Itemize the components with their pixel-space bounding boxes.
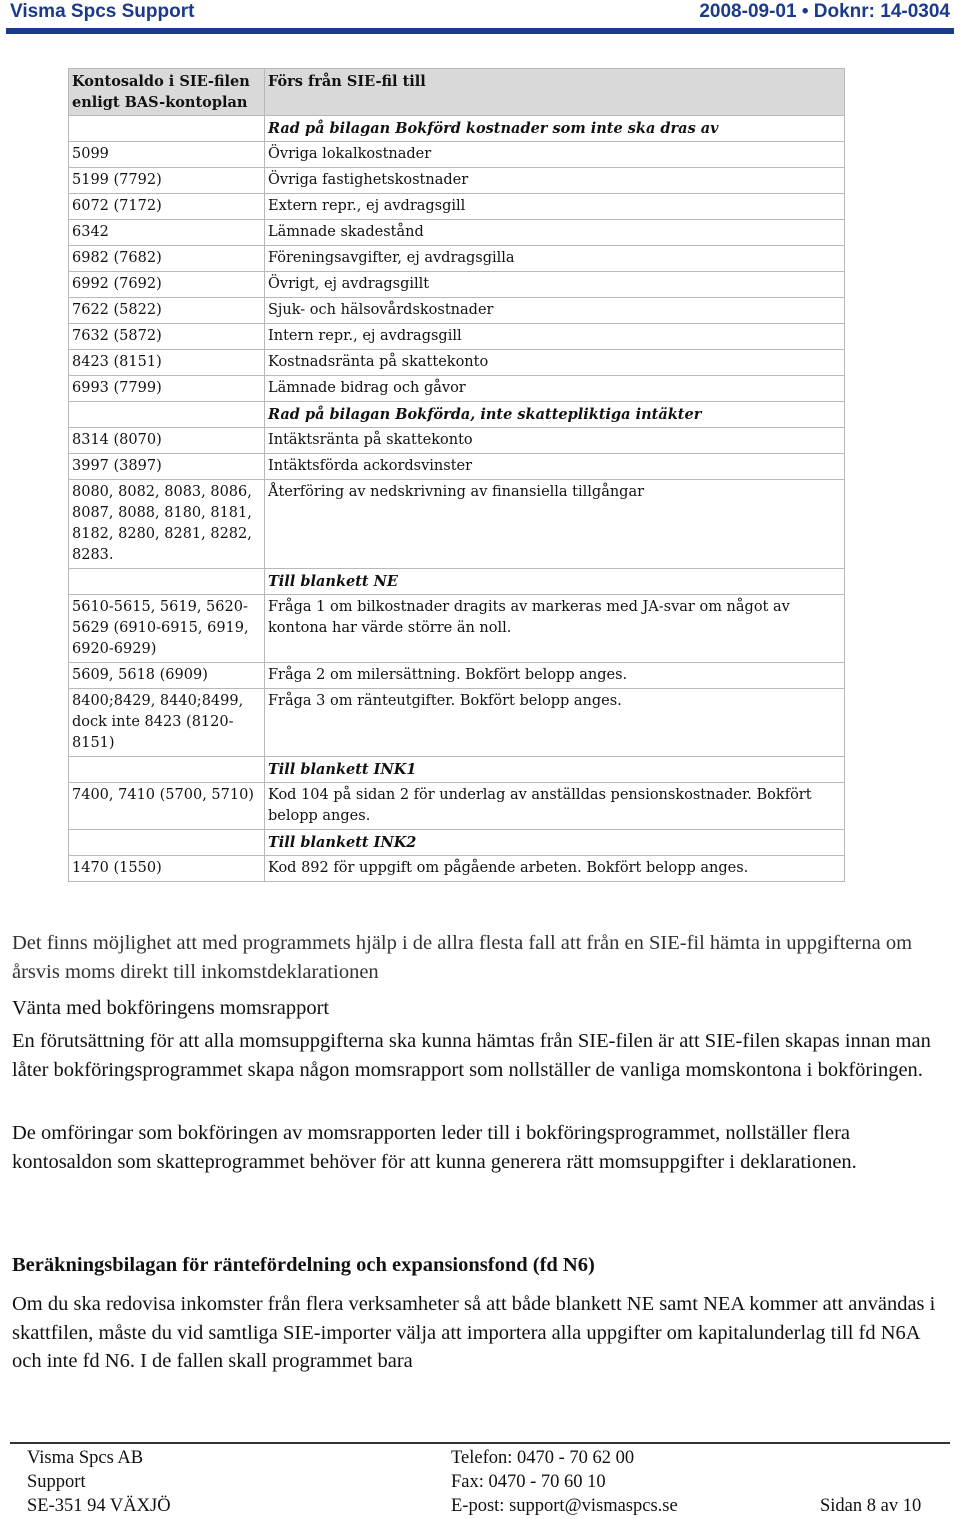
account-cell [69, 757, 265, 783]
account-cell: 6342 [69, 220, 265, 246]
section-heading-cell: Rad på bilagan Bokförda, inte skattepliktiga intäkter [265, 402, 845, 428]
table-section-row [69, 757, 845, 783]
paragraph-n6: Om du ska redovisa inkomster från flera verksamheter så att både blankett NE samt NEA kommer att användas i skattfilen, måste du vid samtliga SIE-importer välja att importera alla uppgifter om kapitalunderlag till fd N6A och inte fd N6. I de fallen skall programmet bara [12, 1293, 936, 1372]
footer-rule [10, 1442, 950, 1444]
header-title: Visma Spcs Support [10, 1, 195, 22]
section-heading-cell: Rad på bilagan Bokförd kostnader som inte ska dras av [265, 116, 845, 142]
account-cell: 5199 (7792) [69, 168, 265, 194]
footer-phone: Telefon: 0470 - 70 62 00 [451, 1448, 635, 1468]
account-cell [69, 402, 265, 428]
table-row [69, 856, 845, 882]
header-doc-info: 2008-09-01 • Doknr: 14-0304 [699, 1, 950, 22]
destination-cell: Extern repr., ej avdragsgill [265, 194, 845, 220]
account-cell: 5099 [69, 142, 265, 168]
heading-momsrapport: Vänta med bokföringens momsrapport [12, 997, 330, 1019]
table-row [69, 194, 845, 220]
table-row [69, 454, 845, 480]
table-section-row [69, 116, 845, 142]
destination-cell: Föreningsavgifter, ej avdragsgilla [265, 246, 845, 272]
table-row [69, 168, 845, 194]
footer-company: Visma Spcs AB [27, 1448, 144, 1468]
table-section-row [69, 830, 845, 856]
account-cell: 8423 (8151) [69, 350, 265, 376]
destination-cell: Övriga lokalkostnader [265, 142, 845, 168]
account-cell: 6982 (7682) [69, 246, 265, 272]
table-row [69, 428, 845, 454]
destination-cell: Övrigt, ej avdragsgillt [265, 272, 845, 298]
account-cell: 8400;8429, 8440;8499, dock inte 8423 (8120-8151) [69, 689, 265, 757]
table-section-row [69, 402, 845, 428]
footer-address: SE-351 94 VÄXJÖ [27, 1496, 171, 1516]
account-cell: 6072 (7172) [69, 194, 265, 220]
footer-page-number: Sidan 8 av 10 [820, 1496, 922, 1516]
destination-cell: Fråga 1 om bilkostnader dragits av markeras med JA-svar om något av kontona har värde större än noll. [265, 595, 845, 663]
table-header-row [69, 69, 845, 116]
header-rule [6, 28, 954, 34]
account-cell: 7632 (5872) [69, 324, 265, 350]
table-row [69, 480, 845, 569]
destination-cell: Kod 892 för uppgift om pågående arbeten. Bokfört belopp anges. [265, 856, 845, 882]
paragraph-intro: Det finns möjlighet att med programmets hjälp i de allra flesta fall att från en SIE-fil hämta in uppgifterna om årsvis moms direkt till inkomstdeklarationen [12, 932, 913, 983]
destination-cell: Återföring av nedskrivning av finansiella tillgångar [265, 480, 845, 569]
table-row [69, 350, 845, 376]
account-cell [69, 569, 265, 595]
table-row [69, 272, 845, 298]
footer-email: E-post: support@vismaspcs.se [451, 1496, 678, 1516]
account-cell: 8314 (8070) [69, 428, 265, 454]
table-row [69, 663, 845, 689]
destination-cell: Kod 104 på sidan 2 för underlag av anställdas pensionskostnader. Bokfört belopp anges. [265, 783, 845, 830]
destination-cell: Intäktsförda ackordsvinster [265, 454, 845, 480]
destination-cell: Intern repr., ej avdragsgill [265, 324, 845, 350]
account-cell: 7400, 7410 (5700, 5710) [69, 783, 265, 830]
table-header-cell: Kontosaldo i SIE-filen enligt BAS-kontoplan [69, 69, 265, 116]
account-cell: 5609, 5618 (6909) [69, 663, 265, 689]
table-row [69, 220, 845, 246]
footer-fax: Fax: 0470 - 70 60 10 [451, 1472, 606, 1492]
account-cell [69, 830, 265, 856]
section-heading-cell: Till blankett NE [265, 569, 845, 595]
table-row [69, 595, 845, 663]
destination-cell: Lämnade skadestånd [265, 220, 845, 246]
account-mapping-table [68, 68, 845, 882]
page-header [6, 0, 954, 28]
table-row [69, 783, 845, 830]
destination-cell: Kostnadsränta på skattekonto [265, 350, 845, 376]
section-heading-cell: Till blankett INK2 [265, 830, 845, 856]
account-cell: 5610-5615, 5619, 5620-5629 (6910-6915, 6919, 6920-6929) [69, 595, 265, 663]
account-cell [69, 116, 265, 142]
heading-beraknings: Beräkningsbilagan för räntefördelning och expansionsfond (fd N6) [12, 1254, 595, 1276]
account-cell: 6993 (7799) [69, 376, 265, 402]
account-cell: 8080, 8082, 8083, 8086, 8087, 8088, 8180, 8181, 8182, 8280, 8281, 8282, 8283. [69, 480, 265, 569]
paragraph-omforingar: De omföringar som bokföringen av momsrapporten leder till i bokföringsprogrammet, nollställer flera kontosaldon som skatteprogrammet behöver för att kunna generera rätt momsuppgifter i deklarationen. [12, 1122, 857, 1173]
destination-cell: Lämnade bidrag och gåvor [265, 376, 845, 402]
destination-cell: Fråga 2 om milersättning. Bokfört belopp anges. [265, 663, 845, 689]
table-section-row [69, 569, 845, 595]
table-row [69, 324, 845, 350]
destination-cell: Intäktsränta på skattekonto [265, 428, 845, 454]
destination-cell: Övriga fastighetskostnader [265, 168, 845, 194]
table-row [69, 246, 845, 272]
section-heading-cell: Till blankett INK1 [265, 757, 845, 783]
table-row [69, 376, 845, 402]
table-row [69, 689, 845, 757]
footer-dept: Support [27, 1472, 86, 1492]
destination-cell: Fråga 3 om ränteutgifter. Bokfört belopp anges. [265, 689, 845, 757]
table-header-cell: Förs från SIE-fil till [265, 69, 845, 116]
account-cell: 6992 (7692) [69, 272, 265, 298]
destination-cell: Sjuk- och hälsovårdskostnader [265, 298, 845, 324]
table-row [69, 142, 845, 168]
account-cell: 7622 (5822) [69, 298, 265, 324]
paragraph-prerequisite: En förutsättning för att alla momsuppgifterna ska kunna hämtas från SIE-filen är att SIE-filen skapas innan man låter bokföringsprogrammet skapa någon momsrapport som nollställer de vanliga momskontona i bokföringen. [12, 1030, 931, 1081]
account-cell: 1470 (1550) [69, 856, 265, 882]
table-row [69, 298, 845, 324]
account-cell: 3997 (3897) [69, 454, 265, 480]
